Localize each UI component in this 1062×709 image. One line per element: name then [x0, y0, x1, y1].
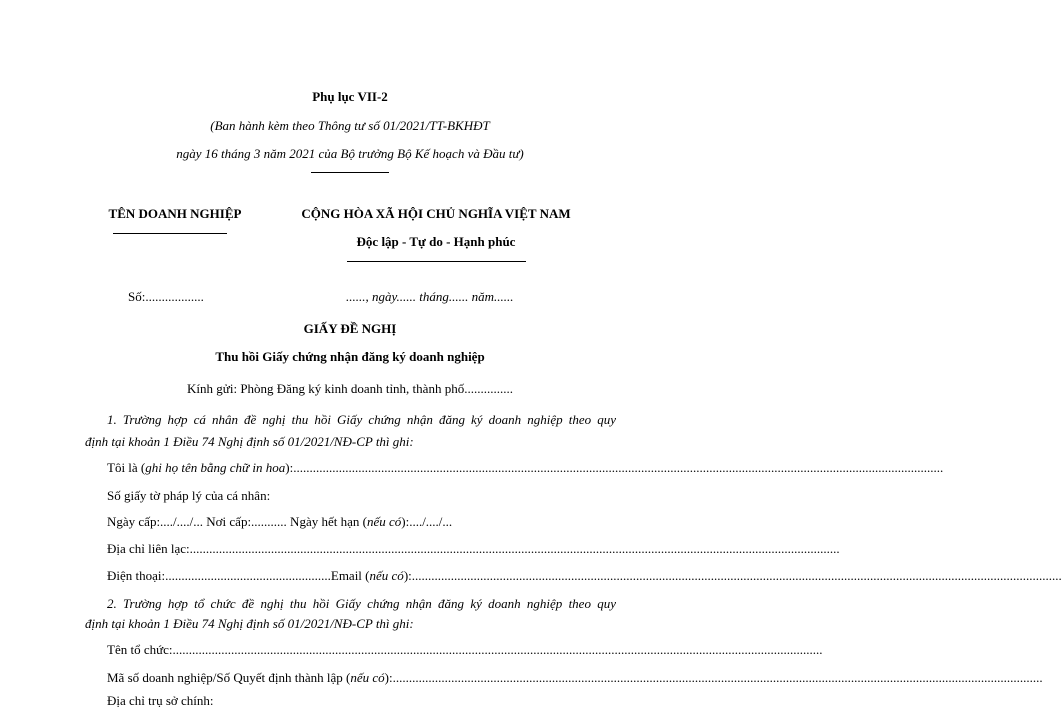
email-dots: ........................................................................................................................................................................................................: [411, 568, 1062, 583]
company-name: TÊN DOANH NGHIỆP: [108, 206, 242, 221]
issued-by-line-2: ngày 16 tháng 3 năm 2021 của Bộ trưởng Bộ Kế hoạch và Đầu tư): [176, 146, 524, 161]
section-1-heading-line-2: định tại khoản 1 Điều 74 Nghị định số 01/2021/NĐ-CP thì ghi:: [85, 434, 414, 449]
org-code-hint: nếu có: [350, 670, 385, 685]
address-label: Địa chỉ liên lạc:: [107, 541, 190, 556]
hq-address-label: Địa chỉ trụ sở chính:: [107, 693, 214, 708]
address-dots: ........................................................................................................................................................................................................: [189, 541, 840, 556]
document-title: GIẤY ĐỀ NGHỊ: [303, 321, 397, 336]
email-close: ):: [403, 568, 412, 583]
recipient-line: Kính gửi: Phòng Đăng ký kinh doanh tỉnh, thành phố...............: [187, 381, 513, 396]
company-underline: [113, 233, 227, 234]
org-code-close: ):: [384, 670, 393, 685]
full-name-label: Tôi là (: [107, 460, 146, 475]
org-name-field[interactable]: [107, 642, 823, 658]
address-field[interactable]: [107, 541, 840, 557]
issue-date-hint: nếu có: [366, 514, 402, 529]
section-1-heading-line-1: 1. Trường hợp cá nhân đề nghị thu hồi Giấy chứng nhận đăng ký doanh nghiệp theo quy: [107, 412, 616, 427]
org-name-dots: ........................................................................................................................................................................................................: [172, 642, 823, 657]
document-number: Số:..................: [128, 289, 204, 304]
appendix-title: Phụ lục VII-2: [312, 89, 388, 104]
document-date: ......, ngày...... tháng...... năm......: [346, 289, 514, 304]
email-hint: nếu có: [369, 568, 404, 583]
issued-by-line-1: (Ban hành kèm theo Thông tư số 01/2021/TT-BKHĐT: [210, 118, 490, 133]
section-2-heading-line-1: 2. Trường hợp tổ chức đề nghị thu hồi Giấy chứng nhận đăng ký doanh nghiệp theo quy: [107, 596, 616, 611]
section-2-heading-line-2: định tại khoản 1 Điều 74 Nghị định số 01/2021/NĐ-CP thì ghi:: [85, 616, 414, 631]
org-code-label: Mã số doanh nghiệp/Số Quyết định thành lập (: [107, 670, 351, 685]
org-code-field[interactable]: [107, 670, 1043, 686]
national-title: CỘNG HÒA XÃ HỘI CHỦ NGHĨA VIỆT NAM: [301, 206, 571, 221]
full-name-dots: ........................................................................................................................................................................................................: [293, 460, 944, 475]
phone-label: Điện thoại:...................................................Email (: [107, 568, 370, 583]
org-name-label: Tên tổ chức:: [107, 642, 173, 657]
full-name-field[interactable]: [107, 460, 944, 476]
full-name-hint: ghi họ tên bằng chữ in hoa: [145, 460, 286, 475]
issue-date-label: Ngày cấp:..../..../... Nơi cấp:........... Ngày hết hạn (: [107, 514, 367, 529]
header-divider: [311, 172, 389, 173]
issue-date-field[interactable]: [107, 514, 452, 530]
national-motto: Độc lập - Tự do - Hạnh phúc: [356, 234, 516, 249]
document-subtitle: Thu hồi Giấy chứng nhận đăng ký doanh nghiệp: [215, 349, 485, 364]
motto-underline: [347, 261, 526, 262]
full-name-close: ):: [285, 460, 294, 475]
issue-date-tail: ):..../..../...: [401, 514, 453, 529]
org-code-dots: ........................................................................................................................................................................................................: [392, 670, 1043, 685]
legal-doc-label: Số giấy tờ pháp lý của cá nhân:: [107, 488, 271, 503]
phone-email-field[interactable]: [107, 568, 1062, 584]
